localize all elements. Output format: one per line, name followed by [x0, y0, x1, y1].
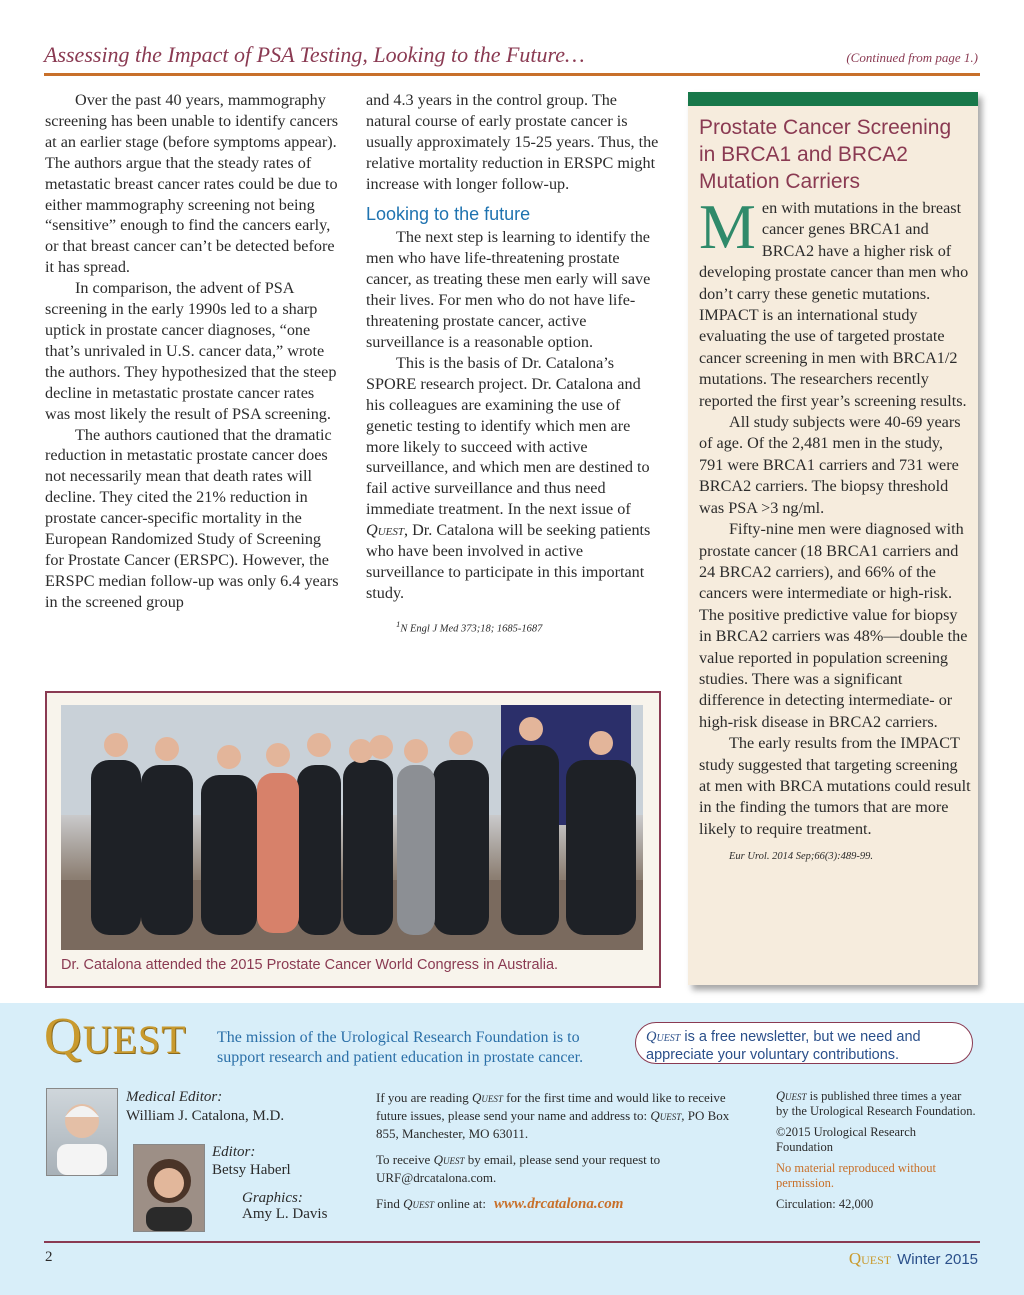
editor-name: Betsy Haberl: [212, 1162, 291, 1178]
text: for the first time and would like to receive future issues, please send your name and address to:: [376, 1090, 726, 1123]
footnote: [396, 614, 662, 640]
quest-name: Quest: [433, 1152, 465, 1167]
paragraph-text: en with mutations in the breast cancer genes BRCA1 and BRCA2 have a higher risk of developing prostate cancer than men who don’t carry these genetic mutations. IMPACT is an international study evaluating the use of targeted prostate cancer screening in men with BRCA1/2 mutations. The researchers recently reported the first year’s screening results.: [699, 199, 969, 410]
quest-name: Quest: [776, 1089, 807, 1103]
mission-statement: The mission of the Urological Research Foundation is to support research and patient education in prostate cancer.: [217, 1029, 584, 1066]
editor-photo: [133, 1144, 205, 1232]
text: online at:: [433, 1196, 486, 1211]
page-number: 2: [45, 1249, 53, 1265]
portrait-illustration: [47, 1089, 117, 1175]
paragraph: In comparison, the advent of PSA screening in the early 1990s led to a sharp uptick in prostate cancer diagnoses, “one that’s unrivaled in U.S. cancer data,” wrote the authors. They hypothesized that the steep decline in metastatic prostate cancer rates was most likely the result of PSA screening.: [45, 279, 337, 423]
quest-name: Quest: [848, 1249, 892, 1268]
sidebar-box: [688, 92, 978, 985]
text: is published three times a year by the Urological Research Foundation.: [776, 1089, 976, 1118]
paragraph: All study subjects were 40-69 years of age. Of the 2,481 men in the study, 791 were BRCA1 carriers and 731 were BRCA2 carriers. The biopsy threshold was PSA >3 ng/ml.: [699, 413, 961, 517]
paragraph: [776, 1089, 976, 1119]
logo-initial: Q: [44, 1008, 83, 1065]
reproduction-notice: No material reproduced without permission.: [776, 1161, 937, 1190]
footnote-text: N Engl J Med 373;18; 1685-1687: [400, 623, 543, 635]
appeal-text: is a free newsletter, but we need and appreciate your voluntary contributions.: [646, 1029, 921, 1063]
paragraph: [376, 1151, 746, 1187]
paragraph: Fifty-nine men were diagnosed with prostate cancer (18 BRCA1 carriers and 24 BRCA2 carriers), and 66% of the cancers were intermediate or high-risk. The positive predictive value for biopsy in BRCA2 carriers was 48%—double the value reported in population screening studies. There was a significant difference in detecting intermediate- or high-risk disease in BRCA2 carriers.: [699, 520, 968, 731]
quest-name: Quest: [366, 521, 404, 540]
editor-role: Editor:: [212, 1144, 256, 1160]
issue-date: Winter 2015: [897, 1251, 978, 1268]
sidebar-body: [699, 191, 971, 868]
article-column-2: [366, 90, 662, 640]
footer-divider: [44, 1241, 980, 1243]
subscription-info: [376, 1089, 746, 1221]
paragraph: and 4.3 years in the control group. The natural course of early prostate cancer is usually approximately 15-25 years. Thus, the relative mortality reduction in ERSPC might increase with longer follow-up.: [366, 91, 659, 193]
footnote-marker: 1: [396, 618, 401, 629]
paragraph: [699, 191, 971, 412]
medical-editor-role: Medical Editor:: [126, 1089, 223, 1105]
quest-name: Quest: [650, 1108, 682, 1123]
text: If you are reading: [376, 1090, 473, 1105]
sidebar-color-bar: [688, 92, 978, 106]
text: by email, please send your request to URF@drcatalona.com.: [376, 1152, 661, 1185]
paragraph-text: This is the basis of Dr. Catalona’s SPORE research project. Dr. Catalona and his colleagues are examining the use of genetic testing to identify which men are more likely to succeed with active surveillance, and which men are destined to fail active surveillance and thus need immediate treatment. In the next issue of: [366, 353, 650, 519]
photo-frame: [45, 691, 661, 988]
quest-name: Quest: [472, 1090, 503, 1105]
text: , PO Box 855, Manchester, MO 63011.: [376, 1108, 730, 1141]
copyright: ©2015 Urological Research Foundation: [776, 1125, 917, 1154]
citation: Eur Urol. 2014 Sep;66(3):489-99.: [729, 851, 873, 863]
sidebar-title: Prostate Cancer Screening in BRCA1 and BRCA2 Mutation Carriers: [699, 116, 952, 193]
footer-band: [0, 1003, 1024, 1295]
drop-cap: M: [699, 191, 756, 262]
text: To receive: [376, 1152, 434, 1167]
graphics-role: Graphics:: [242, 1190, 303, 1206]
quest-name: Quest: [646, 1029, 681, 1045]
quest-name: Quest: [403, 1196, 434, 1211]
logo-rest: UEST: [82, 1017, 187, 1062]
contribution-appeal: [635, 1022, 973, 1064]
paragraph: [376, 1195, 746, 1213]
portrait-illustration: [134, 1145, 204, 1231]
header-divider: [44, 73, 980, 76]
circulation: Circulation: 42,000: [776, 1197, 874, 1211]
paragraph-text: , Dr. Catalona will be seeking patients who have been involved in active surveillance to participate in this important study.: [366, 521, 651, 602]
paragraph: Over the past 40 years, mammography screening has been unable to identify cancers at an earlier stage (before symptoms appear). The authors argue that the steady rates of metastatic breast cancer rates could be due to either mammography screening not being “sensitive” enough to find the cancers early, or that breast cancer can’t be detected before it has spread.: [45, 91, 339, 277]
text: Find: [376, 1196, 404, 1211]
graphics-name: Amy L. Davis: [242, 1206, 328, 1222]
photo-caption: Dr. Catalona attended the 2015 Prostate Cancer World Congress in Australia.: [61, 957, 559, 973]
paragraph: [376, 1089, 746, 1143]
medical-editor-name: William J. Catalona, M.D.: [126, 1108, 285, 1124]
medical-editor-photo: [46, 1088, 118, 1176]
publication-info: [776, 1089, 976, 1218]
continued-note: (Continued from page 1.): [846, 50, 978, 65]
website-link[interactable]: www.drcatalona.com: [493, 1196, 624, 1212]
quest-logo: [44, 1007, 187, 1066]
paragraph: The next step is learning to identify the men who have life-threatening prostate cancer, as treating these men early will save their lives. For men who do not have life-threatening prostate cancer, active surveillance is a reasonable option.: [366, 228, 651, 351]
section-heading: Looking to the future: [366, 203, 531, 224]
issue-label: [849, 1249, 978, 1269]
paragraph: The early results from the IMPACT study suggested that targeting screening at men with BRCA mutations could result in the finding the tumors that are more likely to require treatment.: [699, 734, 971, 838]
page-header-title: Assessing the Impact of PSA Testing, Looking to the Future…: [44, 42, 585, 67]
group-photo-illustration: [61, 705, 643, 950]
article-column-1: [45, 90, 340, 613]
paragraph: [366, 353, 662, 604]
paragraph: The authors cautioned that the dramatic reduction in metastatic prostate cancer does not necessarily mean that death rates will decline. They cited the 21% reduction in prostate cancer-specific mortality in the European Randomized Study of Screening for Prostate Cancer (ERSPC). However, the ERSPC median follow-up was only 6.4 years in the screened group: [45, 425, 339, 611]
group-photo: [61, 705, 643, 950]
